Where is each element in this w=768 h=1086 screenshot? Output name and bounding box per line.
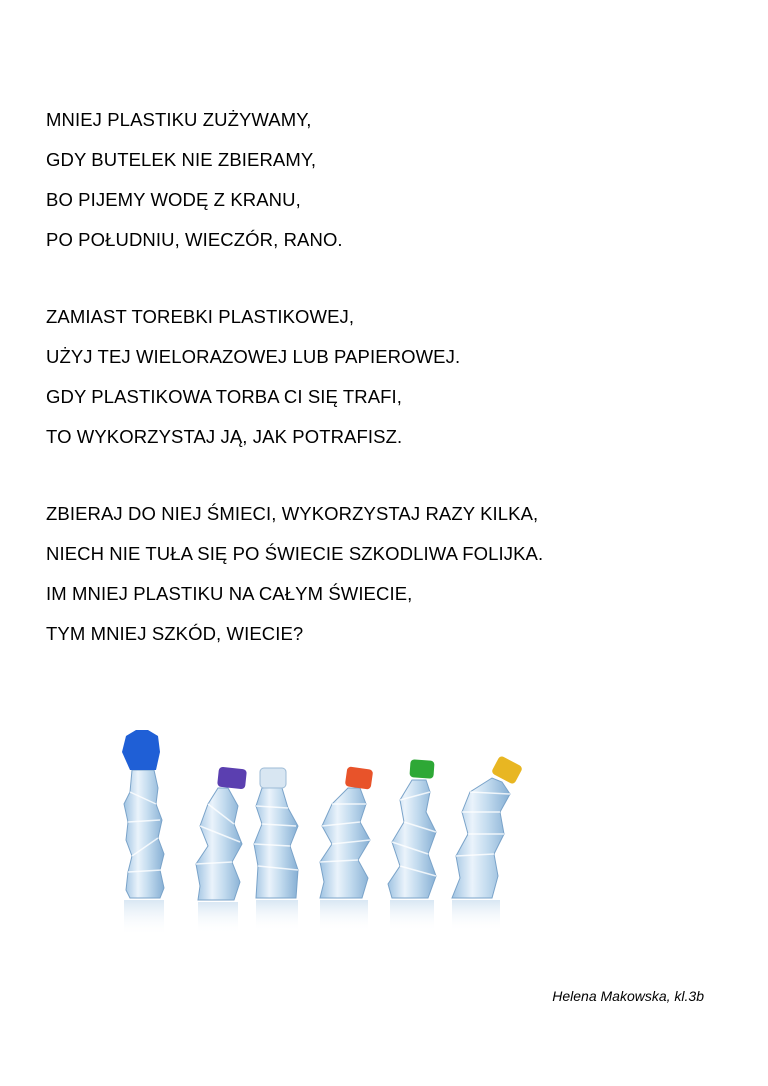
- poem-line: GDY BUTELEK NIE ZBIERAMY,: [46, 149, 317, 170]
- bottle-4: [320, 766, 373, 932]
- poem-line: TYM MNIEJ SZKÓD, WIECIE?: [46, 623, 304, 644]
- poem: [46, 100, 746, 691]
- stanza-3: [46, 494, 746, 654]
- poem-line: GDY PLASTIKOWA TORBA CI SIĘ TRAFI,: [46, 386, 403, 407]
- bottle-1-cap: [122, 730, 160, 770]
- bottle-1: [122, 730, 164, 936]
- author-signature: Helena Makowska, kl.3b: [552, 988, 704, 1004]
- poem-line: ZBIERAJ DO NIEJ ŚMIECI, WYKORZYSTAJ RAZY KILKA,: [46, 503, 539, 524]
- bottle-3: [254, 768, 298, 932]
- poem-line: PO POŁUDNIU, WIECZÓR, RANO.: [46, 229, 343, 250]
- poem-line: IM MNIEJ PLASTIKU NA CAŁYM ŚWIECIE,: [46, 583, 413, 604]
- bottle-2-cap: [217, 767, 247, 790]
- stanza-1: [46, 100, 746, 260]
- bottle-6: [452, 755, 523, 932]
- bottle-4-cap: [345, 766, 374, 789]
- poem-line: NIECH NIE TUŁA SIĘ PO ŚWIECIE SZKODLIWA FOLIJKA.: [46, 543, 544, 564]
- poem-line: BO PIJEMY WODĘ Z KRANU,: [46, 189, 301, 210]
- bottle-2: [196, 767, 247, 934]
- bottle-3-cap: [260, 768, 286, 788]
- stanza-2: [46, 297, 746, 457]
- bottle-5: [388, 759, 436, 932]
- poem-line: MNIEJ PLASTIKU ZUŻYWAMY,: [46, 109, 312, 130]
- poem-line: ZAMIAST TOREBKI PLASTIKOWEJ,: [46, 306, 355, 327]
- poem-line: UŻYJ TEJ WIELORAZOWEJ LUB PAPIEROWEJ.: [46, 346, 461, 367]
- bottle-5-cap: [409, 759, 434, 779]
- poem-line: TO WYKORZYSTAJ JĄ, JAK POTRAFISZ.: [46, 426, 403, 447]
- crushed-bottles-illustration: [100, 722, 540, 962]
